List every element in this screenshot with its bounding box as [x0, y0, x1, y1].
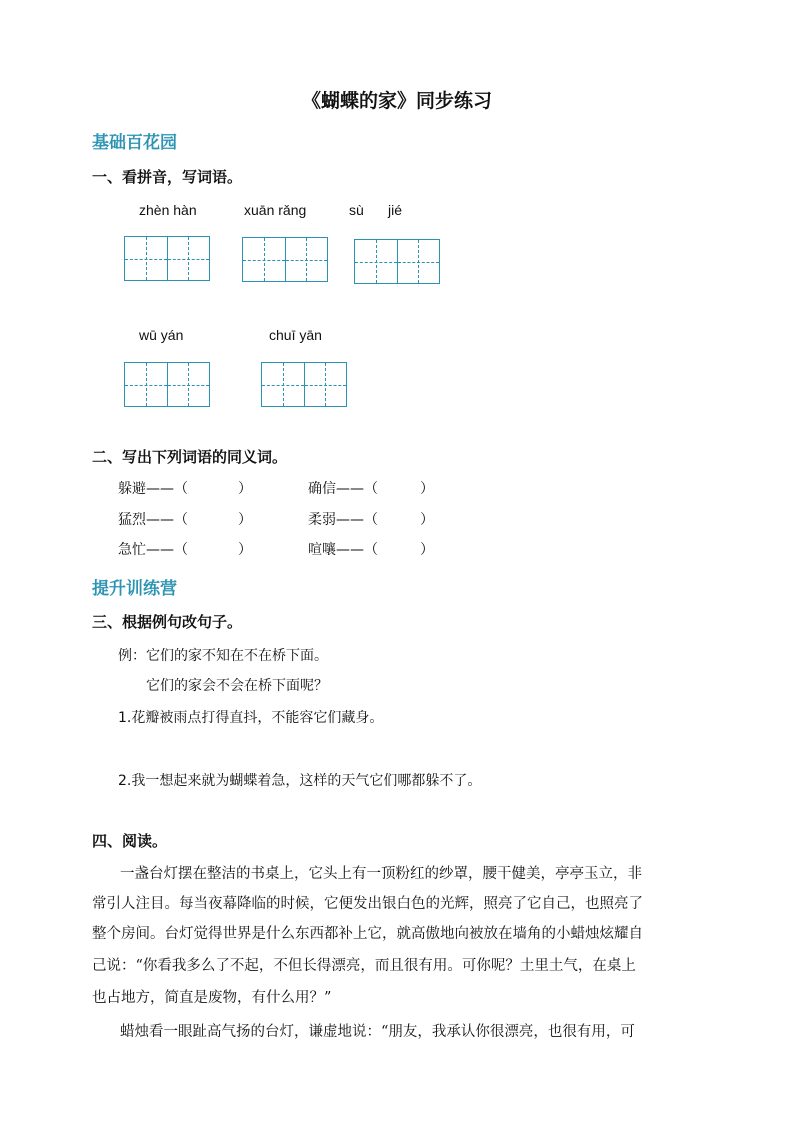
page-title: 《蝴蝶的家》同步练习: [301, 90, 492, 112]
pinyin-label: chuī yān: [269, 327, 322, 343]
synonym-close: ）: [420, 542, 434, 558]
synonym-prompt: 确信——（: [308, 481, 378, 497]
reading-line: 蜡烛看一眼趾高气扬的台灯，谦虚地说：“朋友，我承认你很漂亮，也很有用，可: [120, 1024, 635, 1040]
question-3-heading: 三、根据例句改句子。: [92, 613, 243, 631]
synonym-close: ）: [420, 512, 434, 528]
synonym-close: ）: [238, 481, 252, 497]
synonym-prompt: 喧嚷——（: [308, 542, 378, 558]
example-rewrite: 它们的家会不会在桥下面呢？: [146, 678, 328, 694]
pinyin-label: zhèn hàn: [139, 202, 197, 218]
synonym-prompt: 躲避——（: [118, 481, 188, 497]
synonym-close: ）: [238, 542, 252, 558]
section-heading-advanced: 提升训练营: [92, 579, 177, 599]
pinyin-label: jié: [388, 202, 403, 218]
reading-line: 常引人注目。每当夜幕降临的时候，它便发出银白色的光辉，照亮了它自己，也照亮了: [92, 896, 643, 912]
writing-grid[interactable]: [242, 237, 328, 282]
pinyin-label: sù: [349, 202, 364, 218]
question-4-heading: 四、阅读。: [92, 832, 168, 850]
writing-grid[interactable]: [124, 362, 210, 407]
exercise-item-1: 1.花瓣被雨点打得直抖，不能容它们藏身。: [118, 710, 384, 726]
question-2-heading: 二、写出下列词语的同义词。: [92, 448, 288, 466]
example-sentence: 例：它们的家不知在不在桥下面。: [118, 648, 328, 664]
question-1-heading: 一、看拼音，写词语。: [92, 168, 243, 186]
pinyin-label: xuān rǎng: [244, 202, 307, 218]
synonym-prompt: 猛烈——（: [118, 512, 188, 528]
synonym-close: ）: [238, 512, 252, 528]
synonym-prompt: 急忙——（: [118, 542, 188, 558]
writing-grid[interactable]: [354, 239, 440, 284]
reading-line: 也占地方，简直是废物，有什么用？”: [92, 990, 332, 1006]
synonym-prompt: 柔弱——（: [308, 512, 378, 528]
writing-grid[interactable]: [124, 236, 210, 281]
exercise-item-2: 2.我一想起来就为蝴蝶着急，这样的天气它们哪都躲不了。: [118, 773, 482, 789]
reading-line: 整个房间。台灯觉得世界是什么东西都补上它，就高傲地向被放在墙角的小蜡烛炫耀自: [92, 926, 643, 942]
synonym-close: ）: [420, 481, 434, 497]
writing-grid[interactable]: [261, 362, 347, 407]
reading-line: 一盏台灯摆在整洁的书桌上，它头上有一顶粉红的纱罩，腰干健美，亭亭玉立，非: [120, 866, 642, 882]
reading-line: 己说：“你看我多么了不起，不但长得漂亮，而且很有用。可你呢？土里土气，在桌上: [92, 958, 636, 974]
pinyin-label: wū yán: [139, 327, 184, 343]
section-heading-basic: 基础百花园: [92, 133, 177, 153]
